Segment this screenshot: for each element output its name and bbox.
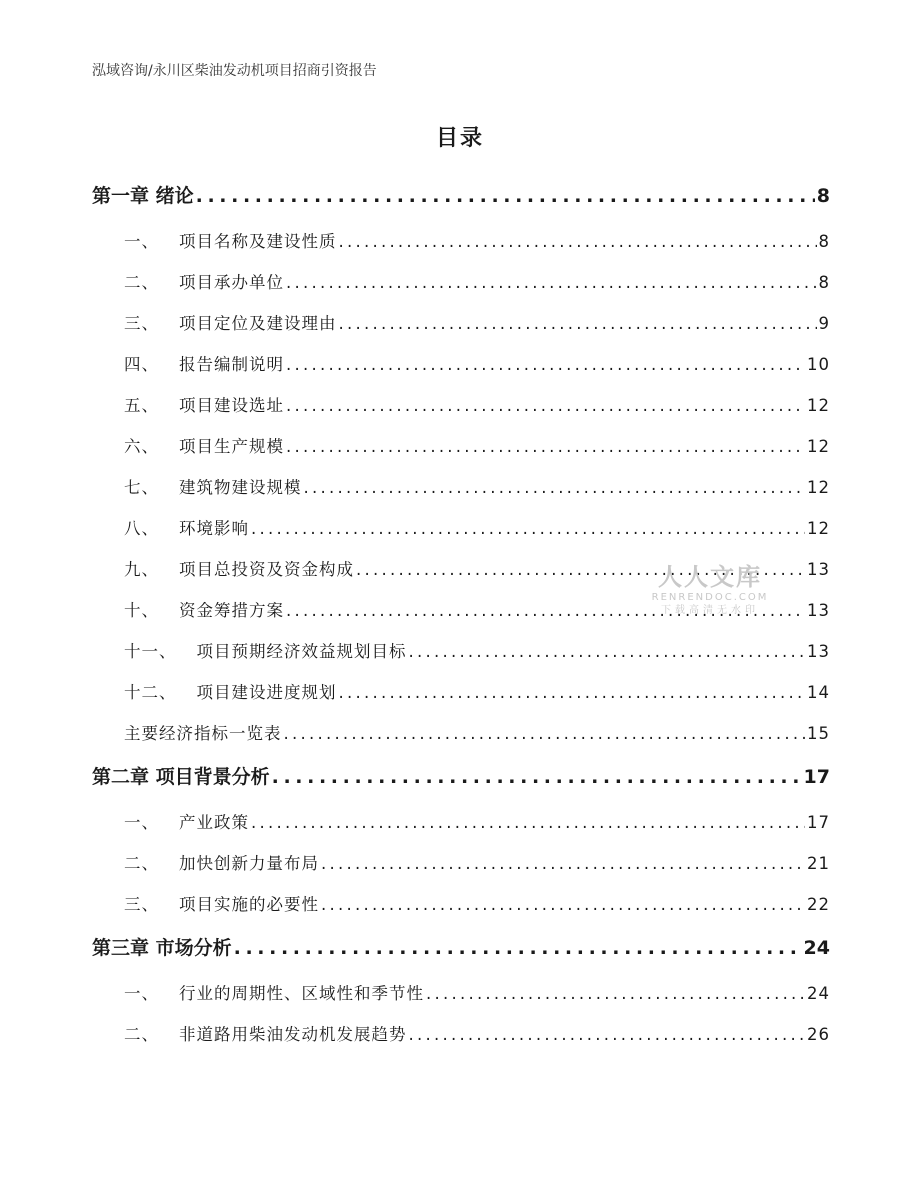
toc-page-number: 21 [807, 854, 830, 873]
toc-page-number: 24 [803, 937, 830, 959]
toc-entry-number: 五、 [124, 396, 159, 415]
toc-entry-title: 主要经济指标一览表 [124, 724, 282, 743]
toc-leader-dots [339, 226, 817, 258]
toc-entry-title: 项目总投资及资金构成 [179, 560, 354, 579]
toc-entry-title: 项目名称及建设性质 [179, 232, 337, 251]
toc-entry-title: 资金筹措方案 [179, 601, 284, 620]
toc-leader-dots [409, 1019, 806, 1051]
toc-leader-dots [356, 554, 805, 586]
toc-entry-label [124, 718, 282, 750]
toc-section-entry[interactable] [92, 226, 830, 267]
toc-page-number: 14 [807, 683, 830, 702]
toc-page-number: 10 [807, 355, 830, 374]
toc-leader-dots [339, 677, 806, 709]
toc-entry-number: 二、 [124, 1025, 159, 1044]
toc-entry-number: 一、 [124, 813, 159, 832]
toc-entry-number: 十一、 [124, 642, 177, 661]
toc-section-entry[interactable] [92, 807, 830, 848]
toc-section-entry[interactable] [92, 1019, 830, 1060]
toc-leader-dots [286, 349, 805, 381]
toc-section-entry[interactable] [92, 978, 830, 1019]
toc-chapter-entry[interactable] [92, 178, 830, 226]
toc-entry-label [92, 759, 270, 795]
page-title: 目录 [435, 126, 484, 151]
toc-page-number: 26 [807, 1025, 830, 1044]
toc-section-entry[interactable] [92, 848, 830, 889]
toc-entry-number: 一、 [124, 232, 159, 251]
toc-entry-number: 二、 [124, 854, 159, 873]
toc-entry-title: 非道路用柴油发动机发展趋势 [179, 1025, 407, 1044]
toc-entry-title: 行业的周期性、区域性和季节性 [179, 984, 424, 1003]
toc-page-number: 13 [807, 642, 830, 661]
toc-entry-label [124, 595, 284, 627]
toc-entry-label [124, 349, 284, 381]
toc-entry-title: 项目建设选址 [179, 396, 284, 415]
toc-leader-dots [286, 595, 805, 627]
toc-page-number: 13 [807, 560, 830, 579]
toc-leader-dots [304, 472, 806, 504]
toc-leader-dots [339, 308, 817, 340]
toc-entry-title: 第三章 市场分析 [92, 937, 232, 959]
toc-entry-title: 环境影响 [179, 519, 249, 538]
toc-entry-title: 项目预期经济效益规划目标 [196, 642, 407, 661]
toc-entry-title: 产业政策 [179, 813, 249, 832]
watermark-site: RENRENDOC.COM [651, 592, 769, 603]
toc-entry-title: 建筑物建设规模 [179, 478, 302, 497]
toc-entry-title: 报告编制说明 [179, 355, 284, 374]
toc-entry-label [124, 226, 337, 258]
toc-section-entry[interactable] [92, 554, 830, 595]
watermark-slogan: 下载高清无水印 [661, 605, 759, 616]
toc-entry-title: 项目定位及建设理由 [179, 314, 337, 333]
toc-leader-dots [426, 978, 805, 1010]
toc-page-number: 8 [818, 232, 830, 251]
toc-entry-label [124, 513, 249, 545]
toc-section-entry[interactable] [92, 595, 830, 636]
toc-entry-title: 第一章 绪论 [92, 185, 194, 207]
toc-entry-title: 项目生产规模 [179, 437, 284, 456]
toc-entry-label [124, 472, 302, 504]
toc-page-number: 9 [818, 314, 830, 333]
toc-entry-number: 十、 [124, 601, 159, 620]
toc-entry-title: 第二章 项目背景分析 [92, 766, 270, 788]
toc-page-number: 12 [807, 519, 830, 538]
toc-entry-label [124, 978, 424, 1010]
table-of-contents [92, 178, 830, 1060]
toc-page-number: 15 [807, 724, 830, 743]
toc-section-entry[interactable] [92, 718, 830, 759]
toc-chapter-entry[interactable] [92, 930, 830, 978]
toc-entry-title: 项目实施的必要性 [179, 895, 319, 914]
toc-page-number: 24 [807, 984, 830, 1003]
toc-entry-label [124, 889, 319, 921]
toc-section-entry[interactable] [92, 677, 830, 718]
toc-entry-number: 四、 [124, 355, 159, 374]
toc-page-number: 8 [816, 185, 830, 207]
toc-entry-label [124, 807, 249, 839]
page-header: 泓域咨询/永川区柴油发动机项目招商引资报告 [92, 63, 377, 79]
toc-leader-dots [251, 807, 805, 839]
toc-entry-title: 项目建设进度规划 [196, 683, 337, 702]
toc-section-entry[interactable] [92, 349, 830, 390]
toc-leader-dots [286, 267, 817, 299]
toc-entry-number: 六、 [124, 437, 159, 456]
toc-leader-dots [321, 889, 805, 921]
toc-page-number: 8 [818, 273, 830, 292]
toc-section-entry[interactable] [92, 431, 830, 472]
toc-entry-label [124, 308, 337, 340]
toc-page-number: 12 [807, 478, 830, 497]
toc-entry-label [124, 267, 284, 299]
toc-leader-dots [286, 390, 805, 422]
toc-section-entry[interactable] [92, 390, 830, 431]
toc-section-entry[interactable] [92, 513, 830, 554]
toc-entry-number: 八、 [124, 519, 159, 538]
toc-entry-label [92, 930, 232, 966]
toc-entry-label [124, 554, 354, 586]
toc-entry-number: 九、 [124, 560, 159, 579]
toc-chapter-entry[interactable] [92, 759, 830, 807]
watermark-logo-text: 人人文库 [658, 563, 762, 591]
toc-entry-title: 加快创新力量布局 [179, 854, 319, 873]
toc-leader-dots [196, 178, 815, 214]
toc-entry-title: 项目承办单位 [179, 273, 284, 292]
toc-leader-dots [251, 513, 805, 545]
toc-section-entry[interactable] [92, 267, 830, 308]
toc-page-number: 12 [807, 396, 830, 415]
toc-leader-dots [321, 848, 805, 880]
toc-page-number: 13 [807, 601, 830, 620]
toc-page-number: 17 [807, 813, 830, 832]
toc-entry-label [124, 848, 319, 880]
toc-entry-number: 十二、 [124, 683, 177, 702]
toc-entry-label [124, 390, 284, 422]
toc-entry-number: 三、 [124, 314, 159, 333]
toc-leader-dots [409, 636, 806, 668]
toc-leader-dots [272, 759, 802, 795]
toc-section-entry[interactable] [92, 889, 830, 930]
toc-section-entry[interactable] [92, 472, 830, 513]
toc-page-number: 12 [807, 437, 830, 456]
toc-page-number: 22 [807, 895, 830, 914]
toc-entry-number: 一、 [124, 984, 159, 1003]
toc-entry-number: 二、 [124, 273, 159, 292]
toc-section-entry[interactable] [92, 308, 830, 349]
toc-page-number: 17 [803, 766, 830, 788]
toc-leader-dots [286, 431, 805, 463]
toc-entry-number: 七、 [124, 478, 159, 497]
toc-leader-dots [284, 718, 806, 750]
toc-leader-dots [234, 930, 802, 966]
toc-entry-label [124, 431, 284, 463]
toc-section-entry[interactable] [92, 636, 830, 677]
toc-entry-label [124, 1019, 407, 1051]
toc-entry-number: 三、 [124, 895, 159, 914]
toc-entry-label [92, 178, 194, 214]
toc-entry-label [124, 677, 337, 709]
toc-entry-label [124, 636, 407, 668]
